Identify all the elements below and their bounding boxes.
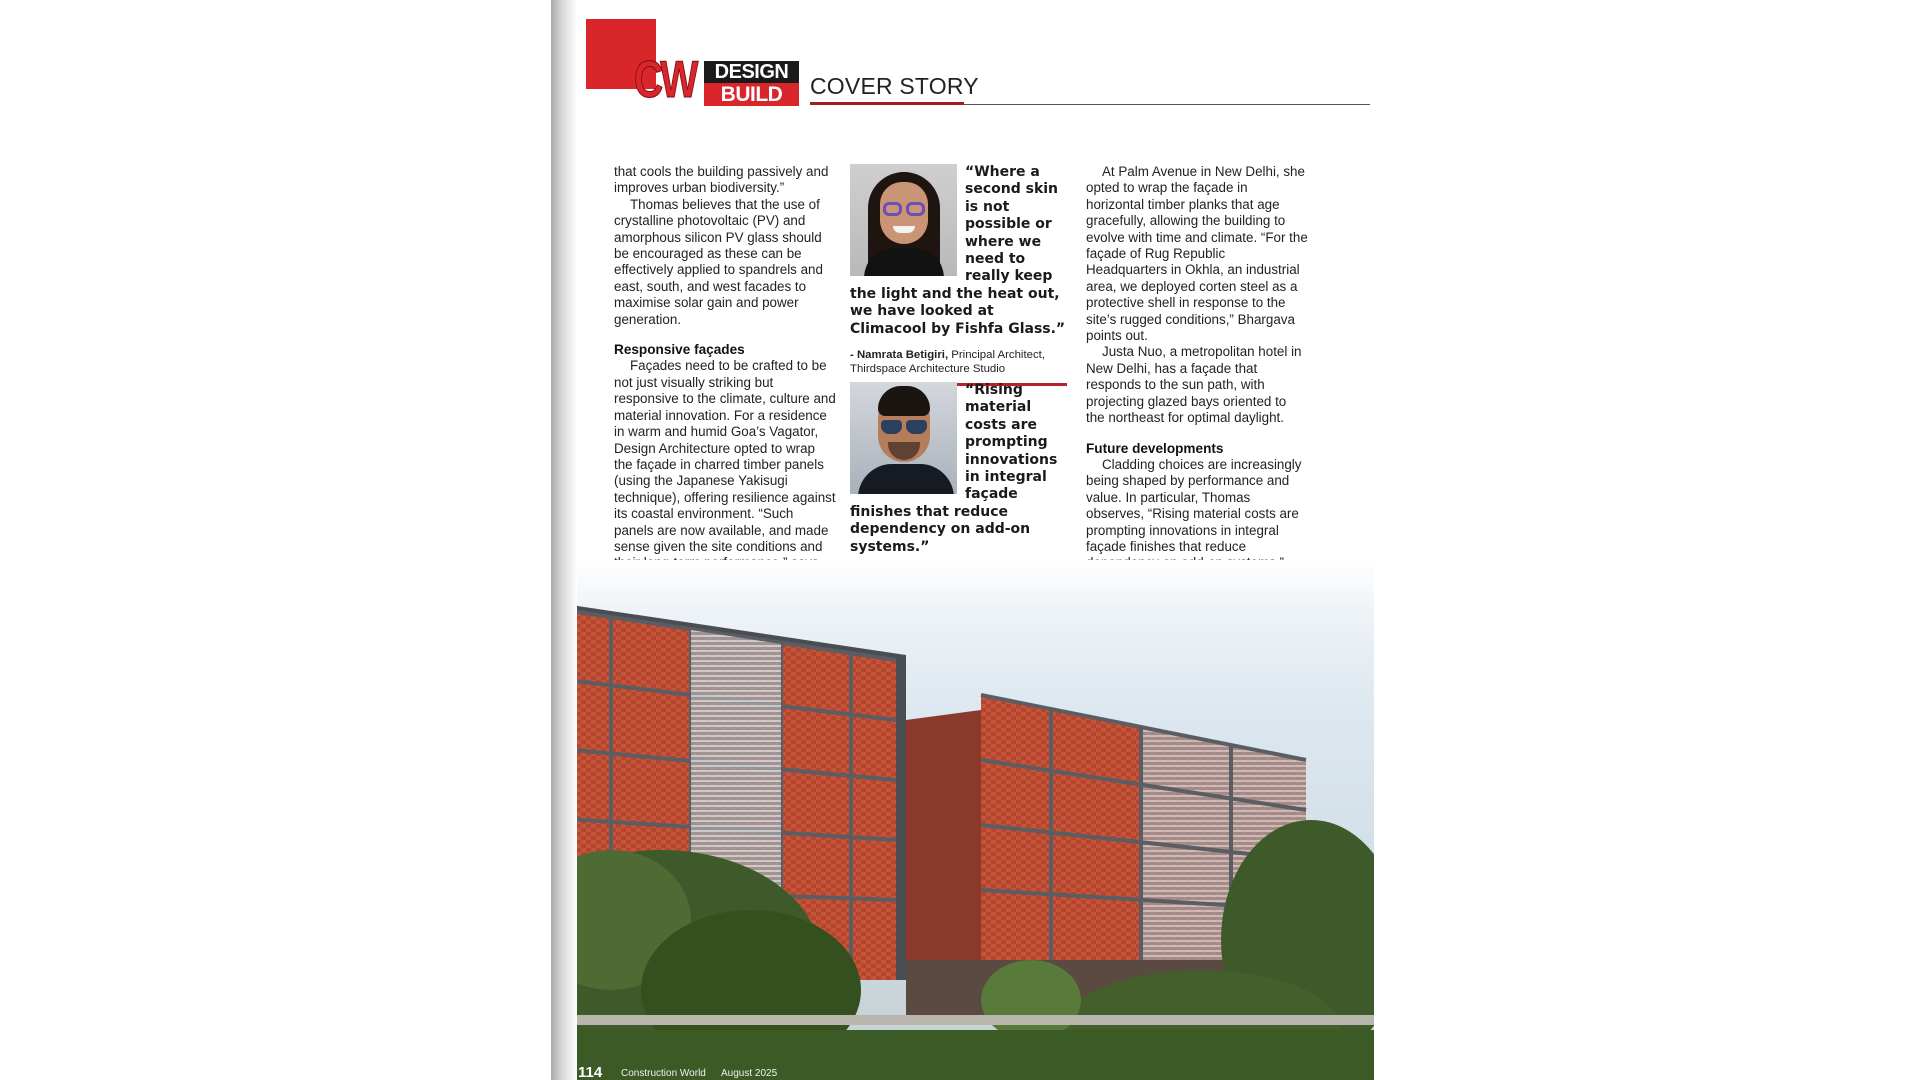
left-paragraph-1: that cools the building passively and improves urban biodiversity.” xyxy=(614,164,829,196)
page-number: 114 xyxy=(578,1064,603,1080)
building-illustration xyxy=(551,560,1374,1080)
subheading-future-developments: Future developments xyxy=(1086,440,1224,456)
logo-design: DESIGN xyxy=(704,61,799,83)
header-rule-accent xyxy=(810,102,964,105)
issue-date: August 2025 xyxy=(721,1068,778,1079)
portrait-namrata-betigiri xyxy=(850,164,957,276)
pull-quote-1 xyxy=(850,164,1067,386)
quote-text: “Where a second skin is not possible or where we need to really keep the light and the heat out, we have looked at Climacool by Fishfa Glass.” xyxy=(850,164,1066,337)
right-paragraph-2: Justa Nuo, a metropolitan hotel in New Delhi, has a façade that responds to the sun path, with projecting glazed bays oriented to the northeast for optimal daylight. xyxy=(1086,344,1302,426)
left-paragraph-2: Thomas believes that the use of crystalline photovoltaic (PV) and amorphous silicon PV glass should be encouraged as these can be effectively applied to spandrels and east, south, and west facades to maximise solar gain and power generation. xyxy=(614,196,823,327)
section-title: COVER STORY xyxy=(810,73,979,99)
publication-name: Construction World xyxy=(621,1068,706,1079)
quote-attribution xyxy=(850,338,1067,376)
portrait-naveen-thomas xyxy=(850,382,957,494)
magazine-page xyxy=(551,0,1374,1080)
quote-author-role: Principal Architect, Thirdspace Architecture Studio xyxy=(850,349,1045,376)
quote-text: “Rising material costs are prompting innovations in integral façade finishes that reduce dependency on add-on systems.” xyxy=(850,382,1058,555)
right-paragraph-3: Cladding choices are increasingly being shaped by performance and value. In particular, Thomas observes, “Rising material costs are prompting innovations in integral façade finishes that reduce xyxy=(1086,456,1302,554)
right-paragraph-1: At Palm Avenue in New Delhi, she opted to wrap the façade in horizontal timber planks that age gracefully, allowing the building to evolve with time and climate. “For the façade of Rug Republic Headquarters in Okhla, an industrial area, we deployed corten steel as a protective shell in response to the site’s rugged conditions,” Bhargava points out. xyxy=(1086,164,1308,344)
building-photo xyxy=(551,560,1374,1080)
right-column xyxy=(1086,164,1308,588)
quote-author-name: - Namrata Betigiri, xyxy=(850,349,949,362)
logo-build: BUILD xyxy=(704,83,799,106)
subheading-responsive-facades: Responsive façades xyxy=(614,342,745,358)
logo-cw: CW xyxy=(634,51,696,109)
left-paragraph-3: Façades need to be crafted to be not just visually striking but responsive to the climate, culture and material innovation. For a residence in warm and humid Goa’s Vagator, Design Architecture opted to wrap the façade in charred timber panels (using the Japanese Yakisugi technique), offering resilience against its coastal environment. “Such panels are now available, and made sense given the site conditions and xyxy=(614,358,836,554)
page-gutter-shadow xyxy=(551,0,577,1080)
header-rule xyxy=(964,104,1370,105)
left-column xyxy=(614,164,836,588)
